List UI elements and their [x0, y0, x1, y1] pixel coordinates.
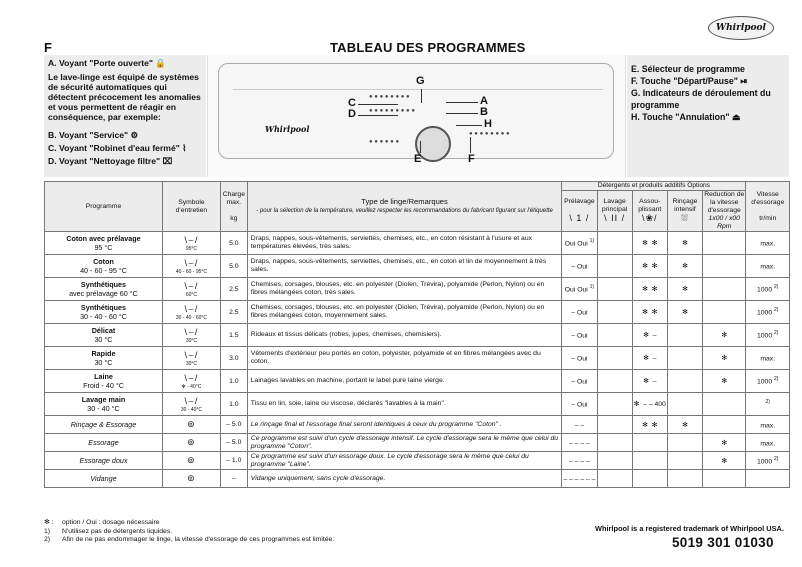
care-symbol: \⌣/ 40 - 60 - 95°C — [162, 255, 220, 278]
care-icon: ⊚ — [187, 437, 196, 447]
spin-speed: 2) — [746, 393, 790, 416]
softener-value: ✻ ✻ — [632, 301, 667, 324]
table-row — [45, 434, 790, 452]
rinse-value — [667, 393, 702, 416]
programme-name: Synthétiques avec prélavage 60 °C — [45, 278, 163, 301]
table-row — [45, 470, 790, 488]
th-symbole: Symbole d'entretien — [162, 182, 220, 232]
reduction-value: ✻ — [703, 452, 746, 470]
prewash-value: – Oui — [562, 324, 597, 347]
mainwash-value — [597, 324, 632, 347]
table-row — [45, 324, 790, 347]
legend-left — [44, 55, 206, 177]
rinse-value: ✻ — [667, 255, 702, 278]
th-vitesse: Vitesse d'essorage tr/min — [746, 182, 790, 232]
charge-value: 2.5 — [220, 278, 247, 301]
charge-value: – — [220, 470, 247, 488]
spin-speed: 1000 $^{2)}$ — [746, 301, 790, 324]
wash-tub-icon: \⌣/ — [184, 303, 199, 314]
care-symbol: \⌣/ 30°C — [162, 347, 220, 370]
label-c: C — [348, 97, 356, 109]
prewash-icon: \ 1 / — [569, 213, 590, 223]
care-icon: ⊚ — [187, 419, 196, 429]
programme-name: Vidange — [45, 470, 163, 488]
mainwash-icon: \ II / — [604, 213, 626, 223]
charge-value: 5.0 — [220, 255, 247, 278]
softener-value: ✻ – — [632, 324, 667, 347]
mainwash-value — [597, 347, 632, 370]
table-row — [45, 347, 790, 370]
care-symbol: \⌣/ ✻ - 40°C — [162, 370, 220, 393]
mainwash-value — [597, 434, 632, 452]
charge-value: 1.0 — [220, 370, 247, 393]
prewash-value: – Oui — [562, 370, 597, 393]
softener-value — [632, 452, 667, 470]
legend-b: B. Voyant "Service" ⚙ — [48, 130, 139, 140]
label-b: B — [480, 106, 488, 118]
linen-type: Ce programme est suivi d'un essorage doux. Le cycle d'essorage sera le même que celui du programme "Laine". — [247, 452, 562, 470]
prewash-value: Oui Oui $^{1)}$ — [562, 278, 597, 301]
part-number: 5019 301 01030 — [672, 535, 774, 550]
machine-panel-illustration — [207, 55, 626, 177]
softener-value: ✻ – – 400 — [632, 393, 667, 416]
page-title: TABLEAU DES PROGRAMMES — [330, 40, 526, 55]
service-icon: ⚙ — [130, 130, 139, 140]
legend-g: G. Indicateurs de déroulement du programme — [631, 88, 771, 110]
legend-intro: Le lave-linge est équipé de systèmes de sécurité automatiques qui détectent précocement les anomalies et vous permettent de réagir en conséquence, par exemple: — [48, 72, 201, 122]
prewash-value: Oui Oui $^{1)}$ — [562, 232, 597, 255]
care-symbol — [162, 434, 220, 452]
legend-right — [627, 55, 789, 177]
option-indicators: ● ● ● ● ● ● ● ● ● — [369, 108, 415, 114]
label-f: F — [468, 153, 475, 165]
rinse-value — [667, 347, 702, 370]
mainwash-value — [597, 370, 632, 393]
programme-name: Lavage main 30 - 40 °C — [45, 393, 163, 416]
label-e: E — [414, 153, 422, 165]
progress-indicators: ● ● ● ● ● ● ● ● — [369, 94, 410, 100]
rinse-value: ✻ — [667, 416, 702, 434]
programme-name: Coton 40 - 60 - 95 °C — [45, 255, 163, 278]
prewash-value: – – – – – – — [562, 470, 597, 488]
programme-name: Rinçage & Essorage — [45, 416, 163, 434]
mainwash-value — [597, 232, 632, 255]
mainwash-value — [597, 393, 632, 416]
legend-d: D. Voyant "Nettoyage filtre" ⌧ — [48, 156, 173, 166]
softener-value: ✻ ✻ — [632, 416, 667, 434]
cancel-icon: ⏏ — [732, 112, 741, 122]
spin-speed: 1000 $^{2)}$ — [746, 278, 790, 301]
softener-value: ✻ ✻ — [632, 232, 667, 255]
care-symbol: \⌣/ 95°C — [162, 232, 220, 255]
linen-type: Vêtements d'extérieur peu portés en coton, polyester, polyamide et en fibres mélangées avec du coton. — [247, 347, 562, 370]
linen-type: Ce programme est suivi d'un cycle d'essorage intensif. Le cycle d'essorage sera le même que celui du programme "Coton". — [247, 434, 562, 452]
selector-marks: ● ● ● ● ● ● ● ● — [469, 131, 510, 137]
rinse-value: ✻ — [667, 278, 702, 301]
note-3: 2) Afin de ne pas endommager le linge, la vitesse d'essorage de ces programmes est limitée. — [44, 536, 335, 544]
care-icon: ⊚ — [187, 473, 196, 483]
start-pause-icon: ⏯ — [740, 76, 748, 86]
water-tap-icon: ⌇ — [182, 143, 187, 153]
spin-speed: 1000 $^{2)}$ — [746, 324, 790, 347]
programme-name: Essorage doux — [45, 452, 163, 470]
softener-icon: \❀/ — [641, 213, 658, 223]
selector-marks-left: ● ● ● ● ● ● — [369, 139, 400, 145]
charge-value: 1.0 — [220, 393, 247, 416]
th-assouplissant: Assou-plissant \❀/ — [632, 191, 667, 232]
rinse-icon: ⛆ — [680, 213, 690, 223]
mainwash-value — [597, 301, 632, 324]
mainwash-value — [597, 452, 632, 470]
programme-name: Rapide 30 °C — [45, 347, 163, 370]
legend-e: E. Sélecteur de programme — [631, 64, 745, 74]
spin-speed: max. — [746, 232, 790, 255]
care-symbol: \⌣/ 30 - 40°C — [162, 393, 220, 416]
spin-speed: max. — [746, 255, 790, 278]
softener-value: ✻ ✻ — [632, 278, 667, 301]
spin-speed: 1000 $^{2)}$ — [746, 452, 790, 470]
footnotes — [44, 519, 334, 545]
reduction-value: ✻ — [703, 434, 746, 452]
prewash-value: – Oui — [562, 393, 597, 416]
label-d: D — [348, 108, 356, 120]
th-reduction: Reduction de la vitesse d'essorage 1x00 / x00 Rpm — [704, 191, 745, 230]
linen-type: Lainages lavables en machine, portant le label pure laine vierge. — [247, 370, 562, 393]
brand-logo: Whirlpool — [708, 16, 774, 40]
programme-table — [44, 181, 790, 488]
prewash-value: – Oui — [562, 301, 597, 324]
rinse-value — [667, 434, 702, 452]
wash-tub-icon: \⌣/ — [184, 372, 199, 383]
wash-tub-icon: \⌣/ — [184, 280, 199, 291]
mainwash-value — [597, 416, 632, 434]
table-row — [45, 255, 790, 278]
charge-value: – 5.0 — [220, 434, 247, 452]
softener-value — [632, 434, 667, 452]
spin-speed: 1000 $^{2)}$ — [746, 370, 790, 393]
th-rincage: Rinçage intensif ⛆ — [667, 191, 702, 232]
label-h: H — [484, 118, 492, 130]
reduction-value — [703, 255, 746, 278]
linen-type: Rideaux et tissus délicats (robes, jupes, chemises, chemisiers). — [247, 324, 562, 347]
rinse-value: ✻ — [667, 232, 702, 255]
prewash-value: – – – – — [562, 452, 597, 470]
th-charge: Charge max. kg — [220, 182, 247, 232]
prewash-value: – – – – — [562, 434, 597, 452]
reduction-value: ✻ — [703, 324, 746, 347]
note-2: 1) N'utilisez pas de détergents liquides. — [44, 527, 173, 535]
reduction-value — [703, 393, 746, 416]
charge-value: 1.5 — [220, 324, 247, 347]
table-row — [45, 393, 790, 416]
programme-name: Laine Froid - 40 °C — [45, 370, 163, 393]
reduction-value — [703, 278, 746, 301]
care-symbol — [162, 416, 220, 434]
linen-type: Tissu en lin, soie, laine ou viscose, déclarés "lavables à la main". — [247, 393, 562, 416]
prewash-value: – – — [562, 416, 597, 434]
care-symbol: \⌣/ 30 - 40 - 60°C — [162, 301, 220, 324]
prewash-value: – Oui — [562, 255, 597, 278]
softener-value: ✻ – — [632, 370, 667, 393]
programme-name: Délicat 30 °C — [45, 324, 163, 347]
rinse-value — [667, 470, 702, 488]
wash-tub-icon: \⌣/ — [184, 349, 199, 360]
reduction-value: ✻ — [703, 370, 746, 393]
linen-type: Draps, nappes, sous-vêtements, serviettes, chemises, etc., en coton résistant à l'usure et aux températures élevées, très sales. — [247, 232, 562, 255]
filter-icon: ⌧ — [162, 156, 173, 166]
programme-name: Coton avec prélavage 95 °C — [45, 232, 163, 255]
softener-value — [632, 470, 667, 488]
legend-f: F. Touche "Départ/Pause" ⏯ — [631, 76, 748, 86]
linen-type: Chemises, corsages, blouses, etc. en polyester (Diolen, Trévira), polyamide (Perlon, Nylon) ou en fibres mélangées coton, moyennement sales. — [247, 301, 562, 324]
legend-c: C. Voyant "Robinet d'eau fermé" ⌇ — [48, 143, 187, 153]
rinse-value — [667, 370, 702, 393]
language-code: F — [44, 40, 52, 55]
care-symbol — [162, 470, 220, 488]
softener-value: ✻ – — [632, 347, 667, 370]
spin-speed: max. — [746, 416, 790, 434]
th-type: Type de linge/Remarques - pour la sélection de la température, veuillez respecter les recommandations du fabricant figurant sur l'étiquette — [247, 182, 562, 232]
legend-a: A. Voyant "Porte ouverte" 🔒 — [48, 58, 167, 68]
linen-type: Vidange uniquement, sans cycle d'essorage. — [247, 470, 562, 488]
charge-value: 3.0 — [220, 347, 247, 370]
table-row — [45, 416, 790, 434]
panel-brand: Whirlpool — [265, 124, 310, 134]
door-lock-icon: 🔒 — [155, 58, 167, 68]
care-icon: ⊚ — [187, 455, 196, 465]
wash-tub-icon: \⌣/ — [184, 395, 199, 406]
label-g: G — [416, 75, 425, 87]
note-1: ✻ : option / Oui : dosage nécessaire — [44, 519, 160, 526]
programme-name: Synthétiques 30 - 40 - 60 °C — [45, 301, 163, 324]
spin-speed: max. — [746, 347, 790, 370]
wash-tub-icon: \⌣/ — [184, 234, 199, 245]
charge-value: 2.5 — [220, 301, 247, 324]
prewash-value: – Oui — [562, 347, 597, 370]
spin-speed — [746, 470, 790, 488]
th-prelavage: Prélavage \ 1 / — [562, 191, 597, 232]
label-a: A — [480, 95, 488, 107]
wash-tub-icon: \⌣/ — [184, 257, 199, 268]
reduction-value: ✻ — [703, 347, 746, 370]
reduction-value — [703, 232, 746, 255]
wash-tub-icon: \⌣/ — [184, 326, 199, 337]
mainwash-value — [597, 470, 632, 488]
mainwash-value — [597, 255, 632, 278]
charge-value: – 1.0 — [220, 452, 247, 470]
mainwash-value — [597, 278, 632, 301]
reduction-value — [703, 301, 746, 324]
care-symbol: \⌣/ 30°C — [162, 324, 220, 347]
spin-speed: max. — [746, 434, 790, 452]
reduction-value — [703, 416, 746, 434]
legend-h: H. Touche "Annulation" ⏏ — [631, 112, 741, 122]
th-lavage: Lavage principal \ II / — [597, 191, 632, 232]
table-row — [45, 232, 790, 255]
linen-type: Chemises, corsages, blouses, etc. en polyester (Diolen, Trévira), polyamide (Perlon, Nylon) ou en fibres mélangées coton, très sales. — [247, 278, 562, 301]
care-symbol: \⌣/ 60°C — [162, 278, 220, 301]
table-row — [45, 452, 790, 470]
th-group: Détergents et produits additifs Options — [562, 182, 746, 191]
rinse-value — [667, 452, 702, 470]
reduction-value — [703, 470, 746, 488]
table-row — [45, 301, 790, 324]
charge-value: – 5.0 — [220, 416, 247, 434]
linen-type: Le rinçage final et l'essorage final seront identiques à ceux du programme "Coton" . — [247, 416, 562, 434]
charge-value: 5.0 — [220, 232, 247, 255]
programme-name: Essorage — [45, 434, 163, 452]
table-row — [45, 278, 790, 301]
linen-type: Draps, nappes, sous-vêtements, serviettes, chemises, etc., en coton et lin de moyennement à très sales. — [247, 255, 562, 278]
table-row — [45, 370, 790, 393]
rinse-value: ✻ — [667, 301, 702, 324]
th-programme: Programme — [45, 182, 163, 232]
care-symbol — [162, 452, 220, 470]
trademark-note: Whirlpool is a registered trademark of Whirlpool USA. — [595, 524, 784, 533]
rinse-value — [667, 324, 702, 347]
softener-value: ✻ ✻ — [632, 255, 667, 278]
